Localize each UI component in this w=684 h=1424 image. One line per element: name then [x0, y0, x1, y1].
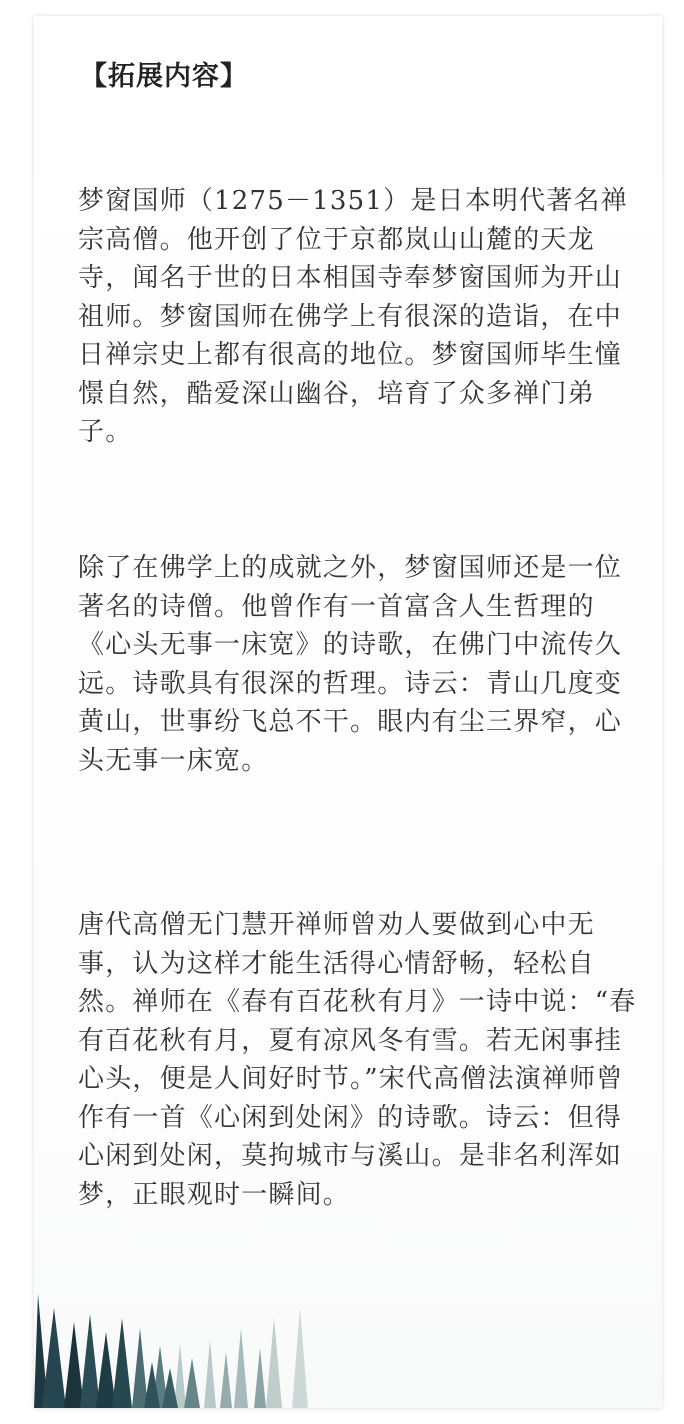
paragraph-muso-poem: 除了在佛学上的成就之外，梦窗国师还是一位著名的诗僧。他曾作有一首富含人生哲理的《心头无事一床宽》的诗歌，在佛门中流传久远。诗歌具有很深的哲理。诗云：青山几度变黄山，世事纷飞总不干。眼内有尘三界窄，心头无事一床宽。 [78, 553, 623, 776]
paragraph-muso-intro: 梦窗国师（1275－1351）是日本明代著名禅宗高僧。他开创了位于京都岚山山麓的天龙寺，闻名于世的日本相国寺奉梦窗国师为开山祖师。梦窗国师在佛学上有很深的造诣，在中日禅宗史上都有很高的地位。梦窗国师毕生憧憬自然，酷爱深山幽谷，培育了众多禅门弟子。 [78, 186, 628, 447]
article-card [34, 16, 662, 1408]
paragraph-wumen-poem: 唐代高僧无门慧开禅师曾劝人要做到心中无事，认为这样才能生活得心情舒畅，轻松自然。禅师在《春有百花秋有月》一诗中说：“春有百花秋有月，夏有凉风冬有雪。若无闲事挂心头，便是人间好时节。”宋代高僧法演禅师曾作有一首《心闲到处闲》的诗歌。诗云：但得心闲到处闲，莫拘城市与溪山。是非名利浑如梦，正眼观时一瞬间。 [78, 910, 637, 1210]
section-heading: 【拓展内容】 [80, 61, 248, 92]
pine-forest-illustration [34, 1288, 314, 1408]
